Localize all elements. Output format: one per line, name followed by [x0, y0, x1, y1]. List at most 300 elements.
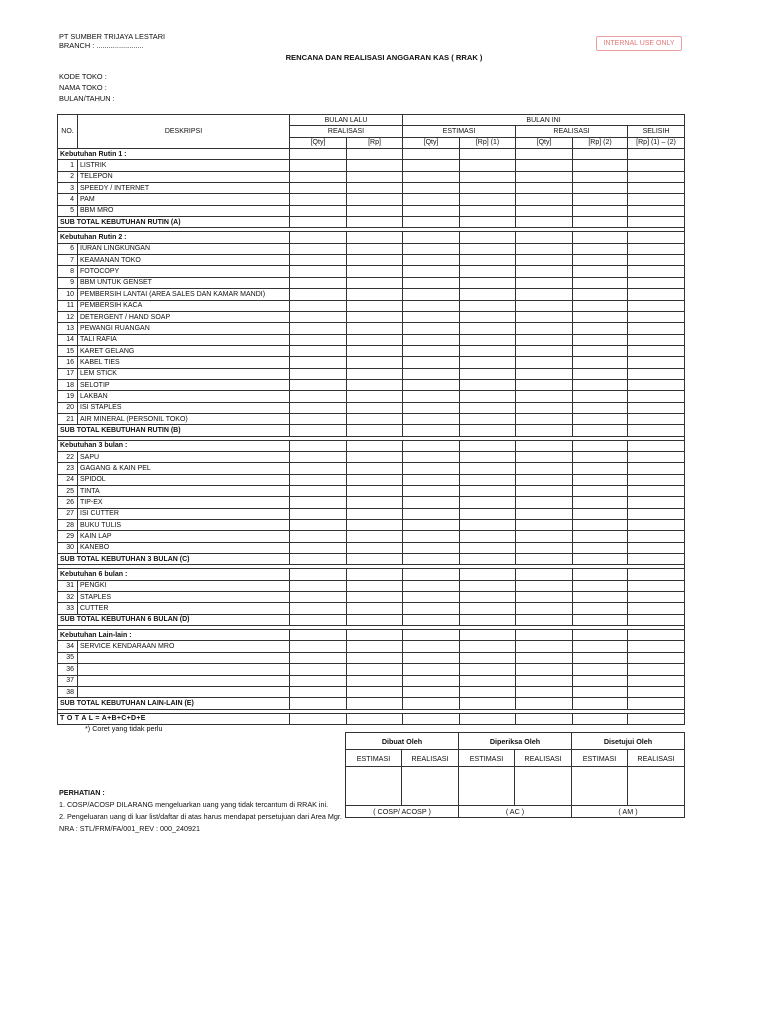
value-cell[interactable] [347, 323, 403, 334]
value-cell[interactable] [516, 641, 573, 652]
value-cell[interactable] [347, 425, 403, 436]
value-cell[interactable] [403, 592, 460, 603]
value-cell[interactable] [460, 183, 516, 194]
value-cell[interactable] [403, 451, 460, 462]
value-cell[interactable] [347, 334, 403, 345]
value-cell[interactable] [460, 520, 516, 531]
value-cell[interactable] [347, 266, 403, 277]
value-cell[interactable] [573, 614, 628, 625]
value-cell[interactable] [516, 451, 573, 462]
value-cell[interactable] [403, 266, 460, 277]
value-cell[interactable] [573, 402, 628, 413]
value-cell[interactable] [290, 266, 347, 277]
value-cell[interactable] [290, 698, 347, 709]
value-cell[interactable] [516, 217, 573, 228]
value-cell[interactable] [403, 713, 460, 724]
value-cell[interactable] [347, 440, 403, 451]
value-cell[interactable] [628, 289, 685, 300]
value-cell[interactable] [573, 592, 628, 603]
value-cell[interactable] [460, 664, 516, 675]
value-cell[interactable] [573, 345, 628, 356]
value-cell[interactable] [290, 497, 347, 508]
value-cell[interactable] [347, 391, 403, 402]
value-cell[interactable] [290, 194, 347, 205]
value-cell[interactable] [516, 542, 573, 553]
value-cell[interactable] [347, 402, 403, 413]
value-cell[interactable] [460, 580, 516, 591]
value-cell[interactable] [290, 630, 347, 641]
value-cell[interactable] [347, 160, 403, 171]
value-cell[interactable] [516, 266, 573, 277]
value-cell[interactable] [516, 391, 573, 402]
value-cell[interactable] [516, 345, 573, 356]
value-cell[interactable] [573, 232, 628, 243]
value-cell[interactable] [573, 300, 628, 311]
value-cell[interactable] [460, 232, 516, 243]
value-cell[interactable] [460, 592, 516, 603]
value-cell[interactable] [290, 345, 347, 356]
value-cell[interactable] [516, 311, 573, 322]
value-cell[interactable] [460, 652, 516, 663]
value-cell[interactable] [460, 413, 516, 424]
value-cell[interactable] [290, 474, 347, 485]
value-cell[interactable] [460, 334, 516, 345]
value-cell[interactable] [290, 675, 347, 686]
value-cell[interactable] [628, 592, 685, 603]
value-cell[interactable] [516, 713, 573, 724]
value-cell[interactable] [290, 592, 347, 603]
value-cell[interactable] [403, 630, 460, 641]
value-cell[interactable] [347, 379, 403, 390]
value-cell[interactable] [403, 641, 460, 652]
value-cell[interactable] [460, 554, 516, 565]
value-cell[interactable] [460, 675, 516, 686]
value-cell[interactable] [347, 520, 403, 531]
value-cell[interactable] [290, 425, 347, 436]
value-cell[interactable] [573, 368, 628, 379]
value-cell[interactable] [460, 345, 516, 356]
value-cell[interactable] [403, 323, 460, 334]
value-cell[interactable] [573, 194, 628, 205]
value-cell[interactable] [290, 554, 347, 565]
value-cell[interactable] [460, 277, 516, 288]
value-cell[interactable] [347, 277, 403, 288]
value-cell[interactable] [628, 713, 685, 724]
value-cell[interactable] [290, 255, 347, 266]
value-cell[interactable] [628, 232, 685, 243]
value-cell[interactable] [573, 580, 628, 591]
value-cell[interactable] [516, 425, 573, 436]
value-cell[interactable] [347, 531, 403, 542]
value-cell[interactable] [516, 300, 573, 311]
value-cell[interactable] [403, 652, 460, 663]
value-cell[interactable] [347, 580, 403, 591]
value-cell[interactable] [628, 149, 685, 160]
value-cell[interactable] [403, 474, 460, 485]
value-cell[interactable] [290, 391, 347, 402]
value-cell[interactable] [516, 194, 573, 205]
value-cell[interactable] [347, 614, 403, 625]
value-cell[interactable] [460, 440, 516, 451]
value-cell[interactable] [628, 255, 685, 266]
value-cell[interactable] [347, 194, 403, 205]
value-cell[interactable] [403, 183, 460, 194]
value-cell[interactable] [516, 334, 573, 345]
value-cell[interactable] [573, 334, 628, 345]
value-cell[interactable] [573, 508, 628, 519]
value-cell[interactable] [347, 311, 403, 322]
value-cell[interactable] [403, 379, 460, 390]
value-cell[interactable] [628, 194, 685, 205]
value-cell[interactable] [290, 664, 347, 675]
sign-box[interactable] [515, 767, 572, 806]
value-cell[interactable] [460, 630, 516, 641]
value-cell[interactable] [290, 232, 347, 243]
value-cell[interactable] [516, 402, 573, 413]
value-cell[interactable] [573, 542, 628, 553]
value-cell[interactable] [403, 531, 460, 542]
value-cell[interactable] [460, 569, 516, 580]
value-cell[interactable] [403, 486, 460, 497]
sign-box[interactable] [459, 767, 515, 806]
value-cell[interactable] [516, 160, 573, 171]
value-cell[interactable] [290, 183, 347, 194]
value-cell[interactable] [573, 675, 628, 686]
value-cell[interactable] [460, 300, 516, 311]
value-cell[interactable] [628, 357, 685, 368]
value-cell[interactable] [516, 580, 573, 591]
value-cell[interactable] [628, 440, 685, 451]
value-cell[interactable] [516, 368, 573, 379]
value-cell[interactable] [290, 243, 347, 254]
value-cell[interactable] [573, 357, 628, 368]
value-cell[interactable] [628, 542, 685, 553]
value-cell[interactable] [460, 451, 516, 462]
value-cell[interactable] [403, 311, 460, 322]
value-cell[interactable] [403, 300, 460, 311]
value-cell[interactable] [628, 379, 685, 390]
value-cell[interactable] [628, 603, 685, 614]
value-cell[interactable] [403, 289, 460, 300]
value-cell[interactable] [628, 402, 685, 413]
value-cell[interactable] [347, 630, 403, 641]
value-cell[interactable] [347, 542, 403, 553]
value-cell[interactable] [347, 652, 403, 663]
value-cell[interactable] [403, 542, 460, 553]
value-cell[interactable] [460, 542, 516, 553]
value-cell[interactable] [290, 463, 347, 474]
value-cell[interactable] [628, 698, 685, 709]
value-cell[interactable] [573, 531, 628, 542]
value-cell[interactable] [290, 603, 347, 614]
value-cell[interactable] [460, 243, 516, 254]
value-cell[interactable] [403, 334, 460, 345]
value-cell[interactable] [403, 194, 460, 205]
value-cell[interactable] [403, 277, 460, 288]
value-cell[interactable] [628, 391, 685, 402]
value-cell[interactable] [290, 614, 347, 625]
value-cell[interactable] [573, 497, 628, 508]
value-cell[interactable] [628, 205, 685, 216]
value-cell[interactable] [403, 368, 460, 379]
value-cell[interactable] [290, 580, 347, 591]
value-cell[interactable] [628, 580, 685, 591]
value-cell[interactable] [290, 413, 347, 424]
value-cell[interactable] [290, 300, 347, 311]
value-cell[interactable] [403, 580, 460, 591]
value-cell[interactable] [347, 603, 403, 614]
value-cell[interactable] [460, 698, 516, 709]
value-cell[interactable] [347, 463, 403, 474]
value-cell[interactable] [347, 664, 403, 675]
value-cell[interactable] [516, 614, 573, 625]
value-cell[interactable] [573, 440, 628, 451]
value-cell[interactable] [290, 160, 347, 171]
value-cell[interactable] [573, 554, 628, 565]
value-cell[interactable] [573, 160, 628, 171]
sign-box[interactable] [572, 767, 628, 806]
value-cell[interactable] [290, 368, 347, 379]
value-cell[interactable] [628, 614, 685, 625]
value-cell[interactable] [516, 277, 573, 288]
value-cell[interactable] [628, 474, 685, 485]
value-cell[interactable] [347, 675, 403, 686]
value-cell[interactable] [460, 641, 516, 652]
value-cell[interactable] [290, 451, 347, 462]
value-cell[interactable] [347, 686, 403, 697]
value-cell[interactable] [290, 686, 347, 697]
value-cell[interactable] [290, 531, 347, 542]
value-cell[interactable] [290, 205, 347, 216]
value-cell[interactable] [347, 451, 403, 462]
value-cell[interactable] [403, 440, 460, 451]
value-cell[interactable] [403, 217, 460, 228]
value-cell[interactable] [573, 149, 628, 160]
value-cell[interactable] [573, 520, 628, 531]
value-cell[interactable] [628, 664, 685, 675]
value-cell[interactable] [290, 486, 347, 497]
value-cell[interactable] [403, 425, 460, 436]
sign-box[interactable] [628, 767, 685, 806]
value-cell[interactable] [290, 149, 347, 160]
value-cell[interactable] [516, 232, 573, 243]
value-cell[interactable] [573, 425, 628, 436]
value-cell[interactable] [290, 641, 347, 652]
value-cell[interactable] [403, 149, 460, 160]
value-cell[interactable] [290, 334, 347, 345]
value-cell[interactable] [290, 311, 347, 322]
value-cell[interactable] [347, 255, 403, 266]
value-cell[interactable] [347, 554, 403, 565]
value-cell[interactable] [460, 531, 516, 542]
value-cell[interactable] [403, 569, 460, 580]
value-cell[interactable] [573, 713, 628, 724]
value-cell[interactable] [516, 497, 573, 508]
value-cell[interactable] [573, 289, 628, 300]
value-cell[interactable] [516, 675, 573, 686]
value-cell[interactable] [573, 451, 628, 462]
value-cell[interactable] [347, 592, 403, 603]
value-cell[interactable] [460, 614, 516, 625]
value-cell[interactable] [460, 402, 516, 413]
value-cell[interactable] [347, 713, 403, 724]
value-cell[interactable] [290, 217, 347, 228]
sign-box[interactable] [402, 767, 459, 806]
value-cell[interactable] [460, 323, 516, 334]
value-cell[interactable] [347, 300, 403, 311]
value-cell[interactable] [460, 713, 516, 724]
value-cell[interactable] [573, 243, 628, 254]
value-cell[interactable] [516, 205, 573, 216]
value-cell[interactable] [573, 652, 628, 663]
value-cell[interactable] [573, 569, 628, 580]
value-cell[interactable] [628, 171, 685, 182]
value-cell[interactable] [628, 554, 685, 565]
value-cell[interactable] [460, 391, 516, 402]
value-cell[interactable] [628, 413, 685, 424]
value-cell[interactable] [460, 474, 516, 485]
value-cell[interactable] [347, 357, 403, 368]
value-cell[interactable] [628, 569, 685, 580]
value-cell[interactable] [516, 440, 573, 451]
value-cell[interactable] [573, 686, 628, 697]
value-cell[interactable] [347, 474, 403, 485]
value-cell[interactable] [347, 413, 403, 424]
value-cell[interactable] [516, 630, 573, 641]
value-cell[interactable] [516, 463, 573, 474]
value-cell[interactable] [403, 357, 460, 368]
value-cell[interactable] [628, 334, 685, 345]
value-cell[interactable] [628, 463, 685, 474]
value-cell[interactable] [403, 675, 460, 686]
value-cell[interactable] [516, 486, 573, 497]
value-cell[interactable] [403, 664, 460, 675]
value-cell[interactable] [516, 603, 573, 614]
value-cell[interactable] [403, 232, 460, 243]
value-cell[interactable] [573, 277, 628, 288]
value-cell[interactable] [403, 497, 460, 508]
value-cell[interactable] [628, 368, 685, 379]
value-cell[interactable] [403, 171, 460, 182]
value-cell[interactable] [516, 664, 573, 675]
value-cell[interactable] [290, 713, 347, 724]
value-cell[interactable] [628, 217, 685, 228]
value-cell[interactable] [628, 323, 685, 334]
value-cell[interactable] [347, 486, 403, 497]
value-cell[interactable] [516, 686, 573, 697]
value-cell[interactable] [628, 675, 685, 686]
value-cell[interactable] [403, 508, 460, 519]
value-cell[interactable] [460, 463, 516, 474]
value-cell[interactable] [290, 289, 347, 300]
value-cell[interactable] [573, 391, 628, 402]
value-cell[interactable] [347, 171, 403, 182]
value-cell[interactable] [460, 379, 516, 390]
value-cell[interactable] [403, 402, 460, 413]
value-cell[interactable] [347, 345, 403, 356]
value-cell[interactable] [573, 630, 628, 641]
value-cell[interactable] [347, 289, 403, 300]
value-cell[interactable] [516, 289, 573, 300]
value-cell[interactable] [403, 413, 460, 424]
value-cell[interactable] [516, 652, 573, 663]
value-cell[interactable] [516, 413, 573, 424]
value-cell[interactable] [403, 205, 460, 216]
value-cell[interactable] [403, 686, 460, 697]
value-cell[interactable] [573, 641, 628, 652]
value-cell[interactable] [347, 205, 403, 216]
value-cell[interactable] [516, 323, 573, 334]
value-cell[interactable] [628, 497, 685, 508]
value-cell[interactable] [460, 217, 516, 228]
value-cell[interactable] [516, 243, 573, 254]
value-cell[interactable] [628, 486, 685, 497]
value-cell[interactable] [290, 357, 347, 368]
value-cell[interactable] [460, 171, 516, 182]
value-cell[interactable] [403, 603, 460, 614]
value-cell[interactable] [290, 277, 347, 288]
value-cell[interactable] [516, 379, 573, 390]
value-cell[interactable] [347, 508, 403, 519]
value-cell[interactable] [347, 243, 403, 254]
value-cell[interactable] [516, 569, 573, 580]
value-cell[interactable] [516, 255, 573, 266]
value-cell[interactable] [516, 171, 573, 182]
value-cell[interactable] [347, 183, 403, 194]
value-cell[interactable] [403, 554, 460, 565]
value-cell[interactable] [460, 603, 516, 614]
value-cell[interactable] [628, 686, 685, 697]
value-cell[interactable] [516, 149, 573, 160]
value-cell[interactable] [573, 255, 628, 266]
value-cell[interactable] [628, 508, 685, 519]
value-cell[interactable] [290, 542, 347, 553]
value-cell[interactable] [628, 277, 685, 288]
value-cell[interactable] [516, 474, 573, 485]
value-cell[interactable] [628, 531, 685, 542]
value-cell[interactable] [516, 592, 573, 603]
value-cell[interactable] [290, 379, 347, 390]
value-cell[interactable] [460, 486, 516, 497]
value-cell[interactable] [516, 508, 573, 519]
value-cell[interactable] [628, 300, 685, 311]
value-cell[interactable] [516, 698, 573, 709]
value-cell[interactable] [460, 266, 516, 277]
value-cell[interactable] [460, 194, 516, 205]
value-cell[interactable] [628, 183, 685, 194]
value-cell[interactable] [573, 474, 628, 485]
value-cell[interactable] [628, 425, 685, 436]
value-cell[interactable] [573, 463, 628, 474]
value-cell[interactable] [403, 345, 460, 356]
value-cell[interactable] [628, 160, 685, 171]
value-cell[interactable] [628, 243, 685, 254]
value-cell[interactable] [460, 289, 516, 300]
value-cell[interactable] [403, 698, 460, 709]
value-cell[interactable] [573, 323, 628, 334]
value-cell[interactable] [573, 217, 628, 228]
value-cell[interactable] [403, 463, 460, 474]
sign-box[interactable] [346, 767, 402, 806]
value-cell[interactable] [290, 171, 347, 182]
value-cell[interactable] [516, 520, 573, 531]
value-cell[interactable] [460, 311, 516, 322]
value-cell[interactable] [403, 391, 460, 402]
value-cell[interactable] [573, 205, 628, 216]
value-cell[interactable] [347, 569, 403, 580]
value-cell[interactable] [628, 451, 685, 462]
value-cell[interactable] [628, 652, 685, 663]
